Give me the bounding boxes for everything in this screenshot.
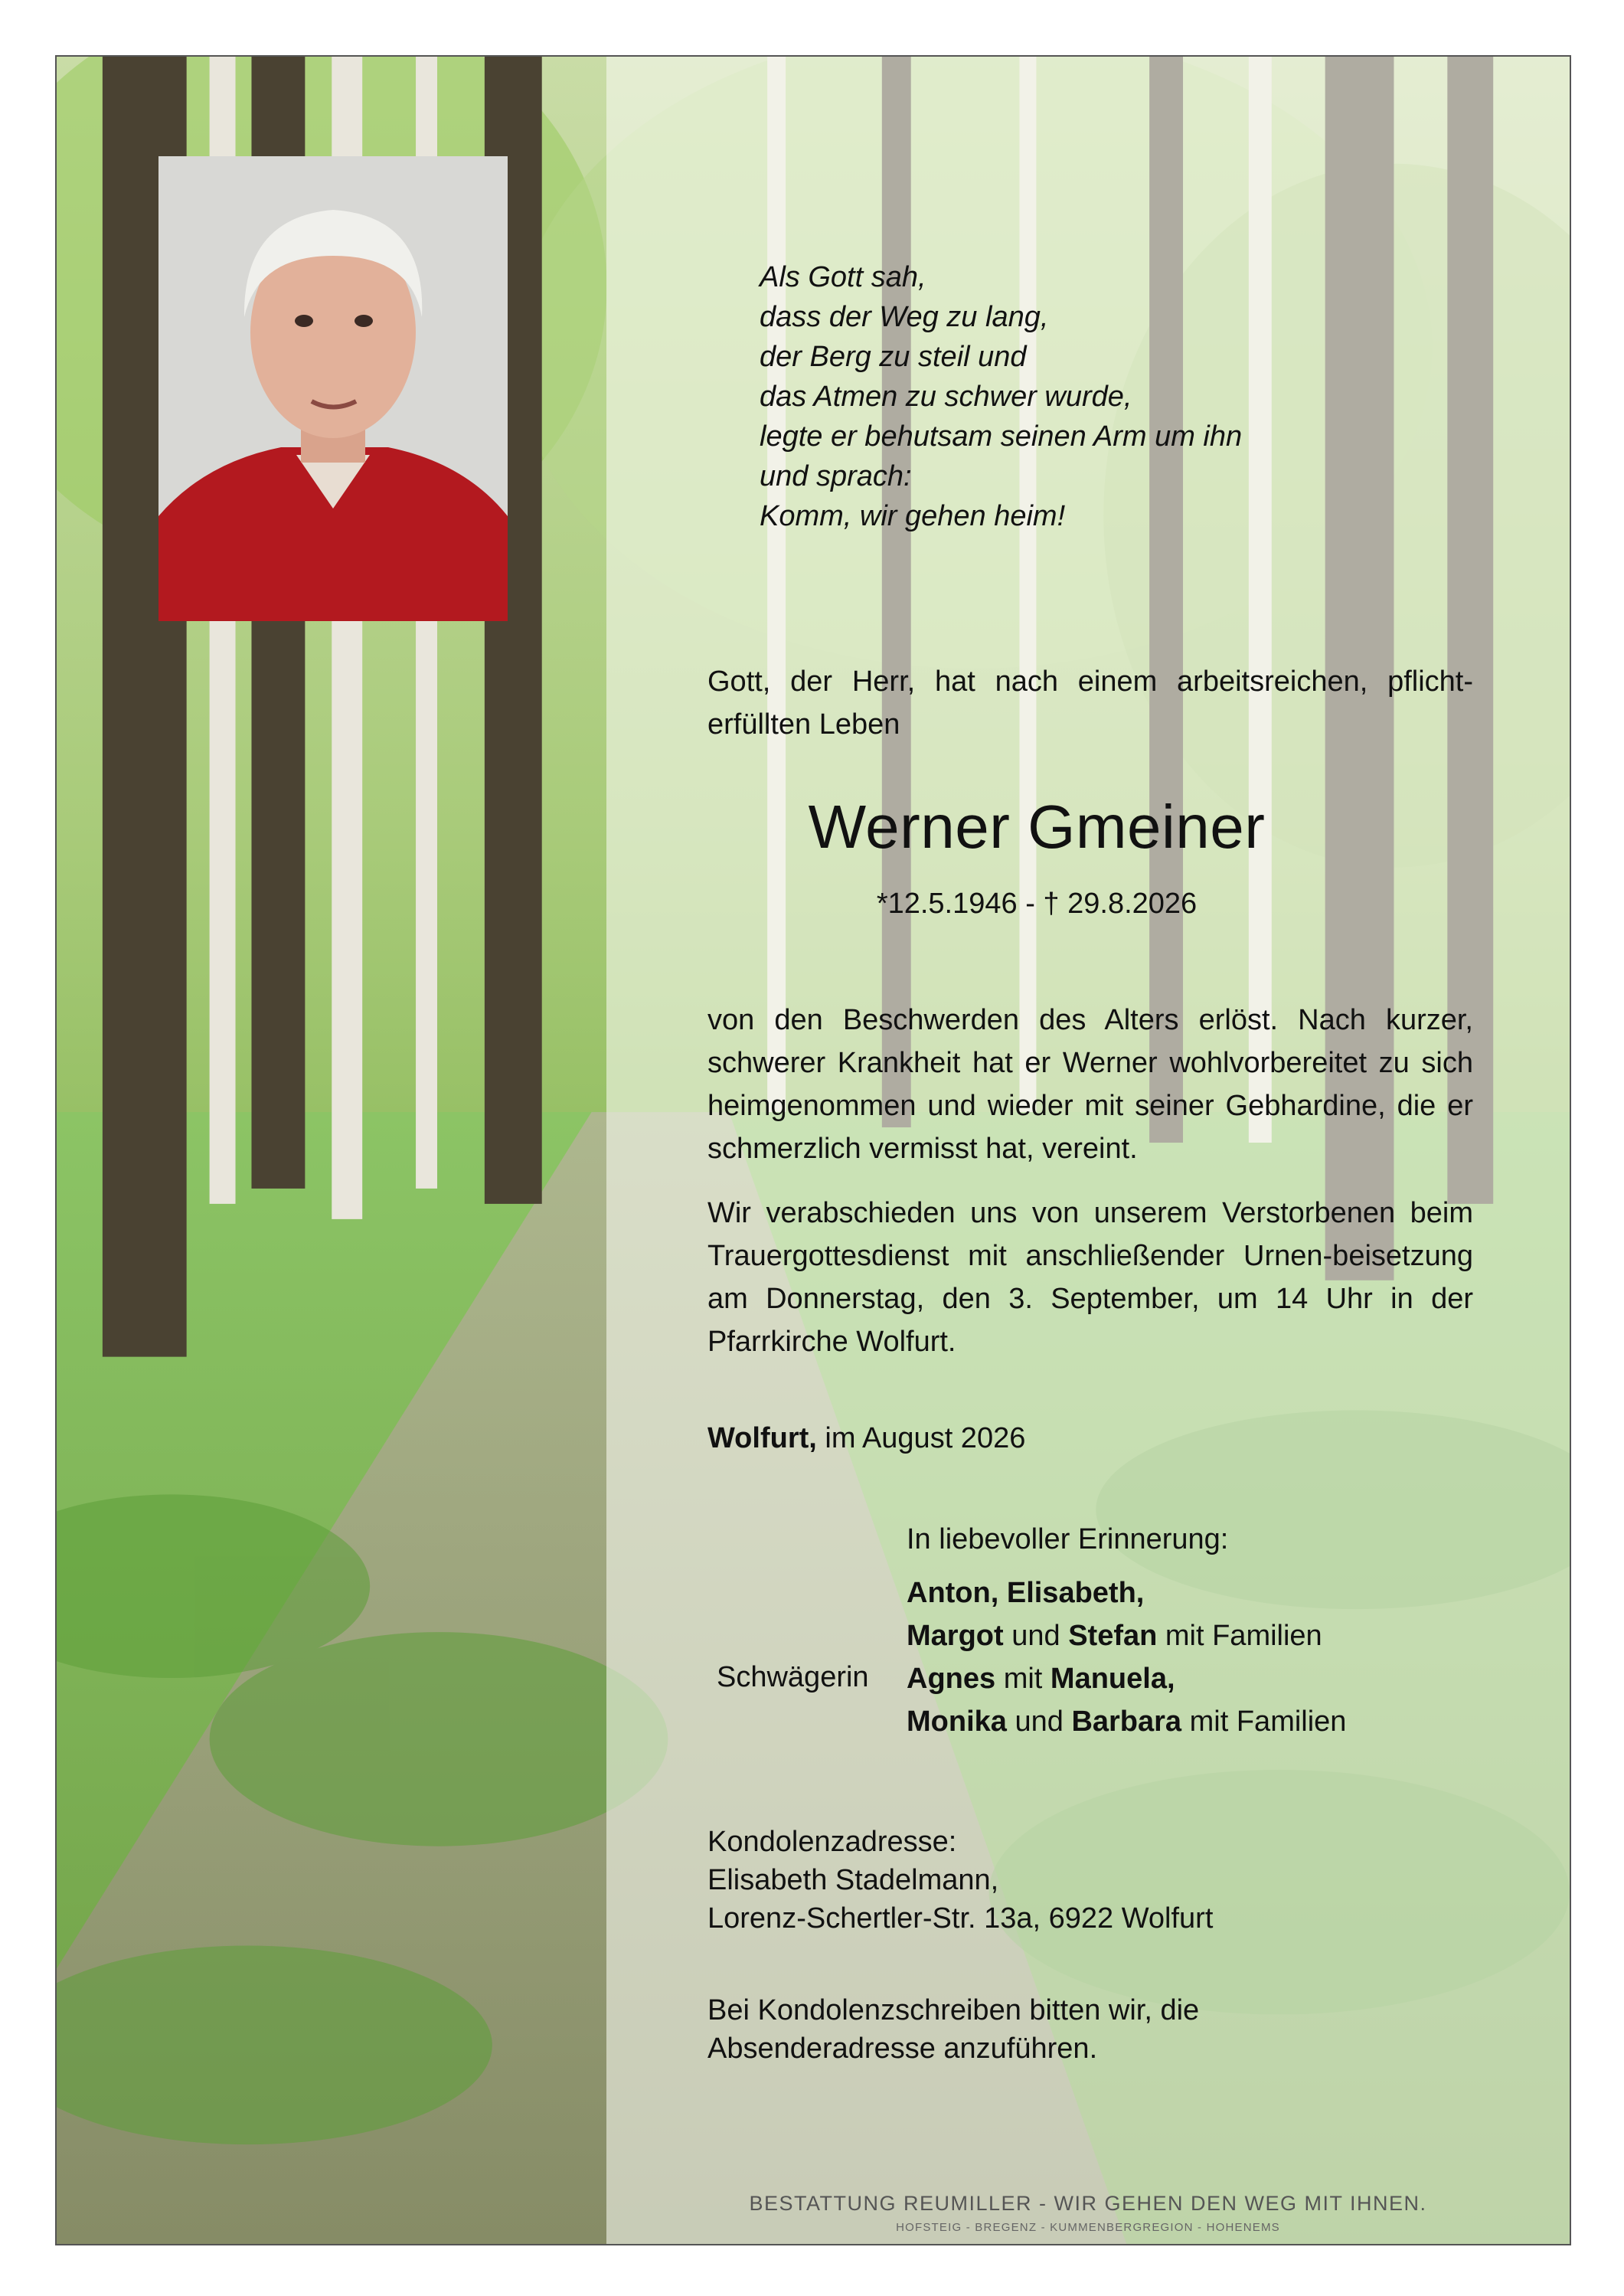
- mourner-name: Agnes: [907, 1663, 996, 1695]
- poem-line: der Berg zu steil und: [760, 341, 1027, 373]
- paragraph-relief: [707, 999, 1473, 1170]
- address-name: Elisabeth Stadelmann,: [707, 1864, 999, 1896]
- paragraph-funeral: [707, 1192, 1473, 1363]
- mourner-name: Stefan: [1068, 1620, 1158, 1652]
- paragraph-text: Wir verabschieden uns von unserem Verstorbenen beim Trauergottesdienst mit anschließender Urnen-beisetzung am Donnerstag, den 3. September, um 14 Uhr in der Pfarrkirche Wolfurt.: [707, 1197, 1473, 1358]
- condolence-address: [707, 1823, 1213, 1938]
- request-line: Absenderadresse anzuführen.: [707, 2033, 1098, 2065]
- mourner-connector: und: [1006, 1706, 1072, 1738]
- deceased-name: Werner Gmeiner: [808, 793, 1266, 861]
- poem-line: dass der Weg zu lang,: [760, 301, 1049, 333]
- mourner-line: [907, 1657, 1346, 1700]
- portrait-photo: [158, 156, 508, 621]
- intro-text: [707, 660, 1473, 746]
- condolence-request: [707, 1991, 1199, 2068]
- mourner-connector: mit Familien: [1157, 1620, 1322, 1652]
- mourner-name: Manuela,: [1050, 1663, 1175, 1695]
- place-date: [707, 1418, 1025, 1458]
- address-label: Kondolenzadresse:: [707, 1826, 957, 1858]
- mourners-list: [907, 1572, 1346, 1743]
- mourner-name: Margot: [907, 1620, 1004, 1652]
- footer-tagline: BESTATTUNG REUMILLER - WIR GEHEN DEN WEG MIT IHNEN.: [749, 2192, 1427, 2215]
- mourner-line: [907, 1700, 1346, 1743]
- poem-line: Komm, wir gehen heim!: [760, 500, 1066, 532]
- relation-label: Schwägerin: [717, 1661, 869, 1693]
- request-line: Bei Kondolenzschreiben bitten wir, die: [707, 1994, 1200, 2026]
- poem-line: und sprach:: [760, 460, 912, 492]
- paragraph-text: von den Beschwerden des Alters erlöst. Nach kurzer, schwerer Krankheit hat er Werner wohlvorbereitet zu sich heimgenommen und wieder mit seiner Gebhardine, die er schmerzlich vermisst hat, vereint.: [707, 1004, 1473, 1165]
- mourner-line: [907, 1572, 1346, 1614]
- mourner-name: Anton, Elisabeth,: [907, 1577, 1145, 1609]
- place-date-text: im August 2026: [816, 1422, 1026, 1454]
- address-street: Lorenz-Schertler-Str. 13a, 6922 Wolfurt: [707, 1902, 1214, 1935]
- poem-line: das Atmen zu schwer wurde,: [760, 381, 1132, 413]
- mourner-line: [907, 1614, 1346, 1657]
- mourner-name: Barbara: [1071, 1706, 1182, 1738]
- mourner-connector: mit Familien: [1181, 1706, 1347, 1738]
- mourner-connector: und: [1003, 1620, 1069, 1652]
- poem: [760, 257, 1242, 536]
- obituary-card: [55, 55, 1571, 2245]
- mourner-connector: mit: [995, 1663, 1051, 1695]
- mourner-name: Monika: [907, 1706, 1007, 1738]
- place-town: Wolfurt,: [707, 1422, 817, 1454]
- memory-heading: In liebevoller Erinnerung:: [907, 1523, 1229, 1555]
- poem-line: legte er behutsam seinen Arm um ihn: [760, 420, 1243, 453]
- poem-line: Als Gott sah,: [760, 261, 926, 293]
- life-dates: *12.5.1946 - † 29.8.2026: [876, 888, 1198, 920]
- intro-paragraph: Gott, der Herr, hat nach einem arbeitsreichen, pflicht-erfüllten Leben: [707, 666, 1473, 741]
- footer-locations: HOFSTEIG - BREGENZ - KUMMENBERGREGION - HOHENEMS: [896, 2221, 1280, 2234]
